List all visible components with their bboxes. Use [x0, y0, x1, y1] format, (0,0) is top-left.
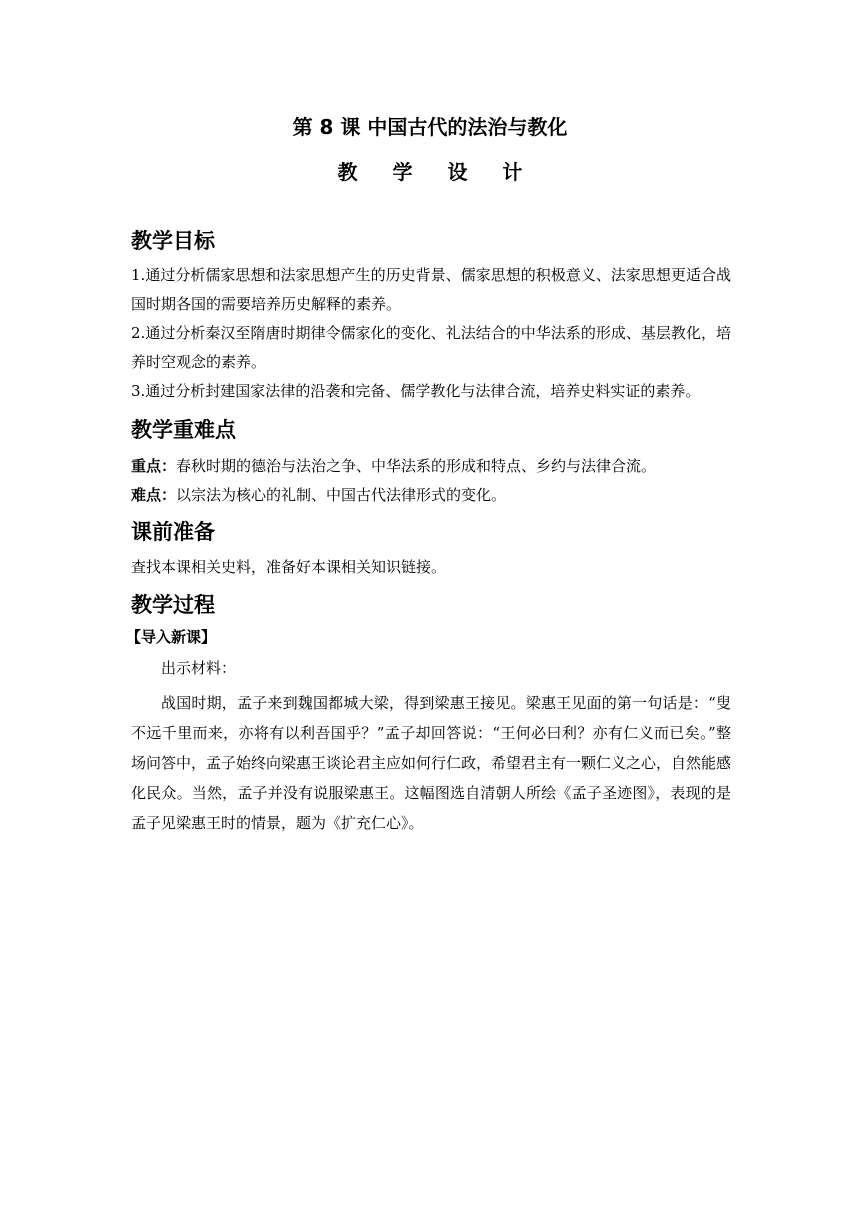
objectives-section	[131, 226, 731, 406]
objective-item-2: 2.通过分析秦汉至隋唐时期律令儒家化的变化、礼法结合的中华法系的形成、基层教化，培养时空观念的素养。	[131, 324, 731, 371]
objective-item-1: 1.通过分析儒家思想和法家思想产生的历史背景、儒家思想的积极意义、法家思想更适合战国时期各国的需要培养历史解释的素养。	[131, 266, 731, 313]
key-points-heading: 教学重难点	[131, 418, 236, 442]
process-heading: 教学过程	[131, 593, 215, 617]
lesson-subtitle: 教 学 设 计	[337, 160, 537, 184]
lead-in-label: 【导入新课】	[126, 628, 217, 646]
preparation-heading: 课前准备	[131, 520, 215, 544]
objectives-heading: 教学目标	[131, 229, 215, 253]
lesson-title: 第 8 课 中国古代的法治与教化	[292, 115, 568, 139]
key-point-text: 春秋时期的德治与法治之争、中华法系的形成和特点、乡约与法律合流。	[176, 457, 657, 475]
key-point-row	[131, 452, 731, 481]
difficult-point-text: 以宗法为核心的礼制、中国古代法律形式的变化。	[176, 486, 507, 504]
objective-item-3: 3.通过分析封建国家法律的沿袭和完备、儒学教化与法律合流，培养史料实证的素养。	[131, 382, 701, 400]
preparation-section	[131, 517, 731, 582]
material-intro: 出示材料：	[161, 659, 237, 677]
process-section	[126, 590, 732, 838]
difficult-point-row	[131, 481, 731, 510]
document-body	[126, 226, 732, 838]
material-text: 战国时期，孟子来到魏国都城大梁，得到梁惠王接见。梁惠王见面的第一句话是：“叟不远千里而来，亦将有以利吾国乎？”孟子却回答说：“王何必曰利？亦有仁义而已矣。”整场问答中，孟子始终向梁惠王谈论君主应如何行仁政，希望君主有一颗仁义之心，自然能感化民众。当然，孟子并没有说服梁惠王。这幅图选自清朝人所绘《孟子圣迹图》，表现的是孟子见梁惠王时的情景，题为《扩充仁心》。	[131, 694, 732, 832]
difficult-point-label: 难点：	[131, 486, 177, 504]
preparation-text: 查找本课相关史料，准备好本课相关知识链接。	[131, 558, 447, 576]
key-points-section	[131, 415, 731, 510]
key-point-label: 重点：	[131, 457, 177, 475]
